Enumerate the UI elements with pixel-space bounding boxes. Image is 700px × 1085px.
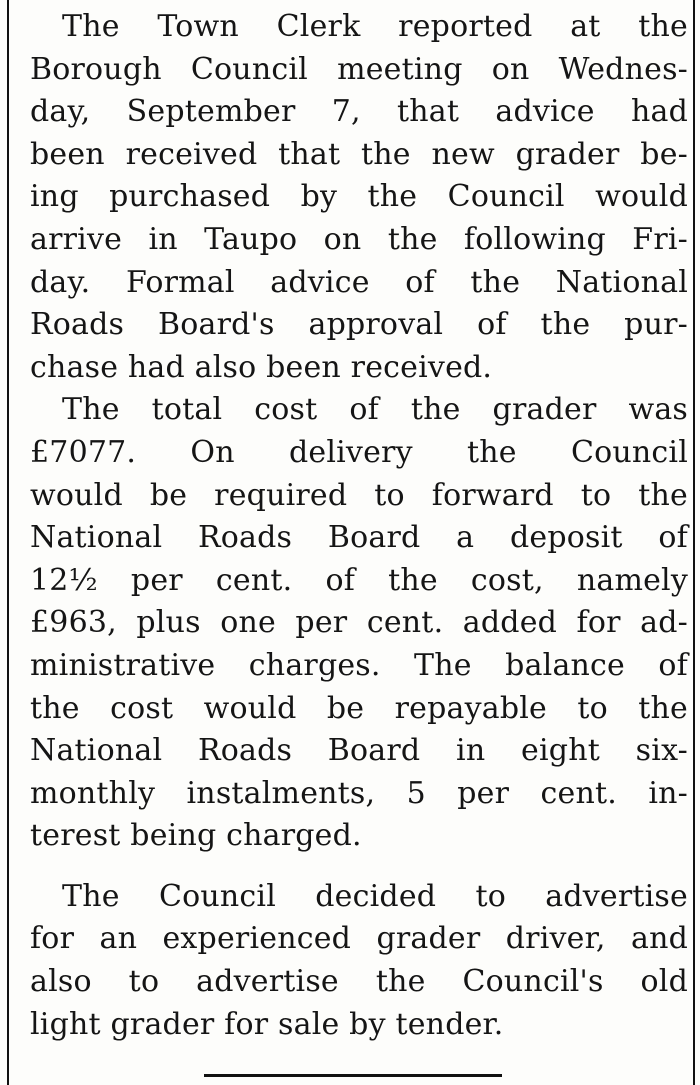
text-line: day. Formal advice of the National <box>30 264 688 300</box>
text-line: National Roads Board a deposit of <box>30 520 688 556</box>
text-line: also to advertise the Council's old <box>30 964 688 1000</box>
column-rule-right <box>693 0 695 1085</box>
article-body <box>30 6 688 1046</box>
text-line: Roads Board's approval of the pur- <box>30 307 688 343</box>
text-line: arrive in Taupo on the following Fri- <box>30 221 688 257</box>
paragraph-1 <box>30 6 688 389</box>
article-end-rule <box>204 1074 502 1077</box>
text-line: Borough Council meeting on Wednes- <box>30 51 688 87</box>
text-line: £963, plus one per cent. added for ad- <box>30 605 688 641</box>
text-line: light grader for sale by tender. <box>30 1006 504 1042</box>
text-line: The Council decided to advertise <box>62 878 688 914</box>
paragraph-3 <box>30 876 688 1046</box>
text-line: chase had also been received. <box>30 349 493 385</box>
text-line: been received that the new grader be- <box>30 136 688 172</box>
text-line: day, September 7, that advice had <box>30 94 688 130</box>
text-line: The total cost of the grader was <box>62 392 688 428</box>
text-line: for an experienced grader driver, and <box>30 921 688 957</box>
column-rule-left <box>7 0 9 1085</box>
text-line: ing purchased by the Council would <box>30 179 688 215</box>
text-line: would be required to forward to the <box>30 477 688 513</box>
text-line: £7077. On delivery the Council <box>30 434 688 470</box>
text-line: the cost would be repayable to the <box>30 690 688 726</box>
text-line: ministrative charges. The balance of <box>30 647 688 683</box>
text-line: monthly instalments, 5 per cent. in- <box>30 775 688 811</box>
text-line: terest being charged. <box>30 818 362 854</box>
text-line: 12½ per cent. of the cost, namely <box>30 562 688 598</box>
text-line: National Roads Board in eight six- <box>30 733 688 769</box>
text-line: The Town Clerk reported at the <box>62 9 688 44</box>
paragraph-2 <box>30 389 688 858</box>
